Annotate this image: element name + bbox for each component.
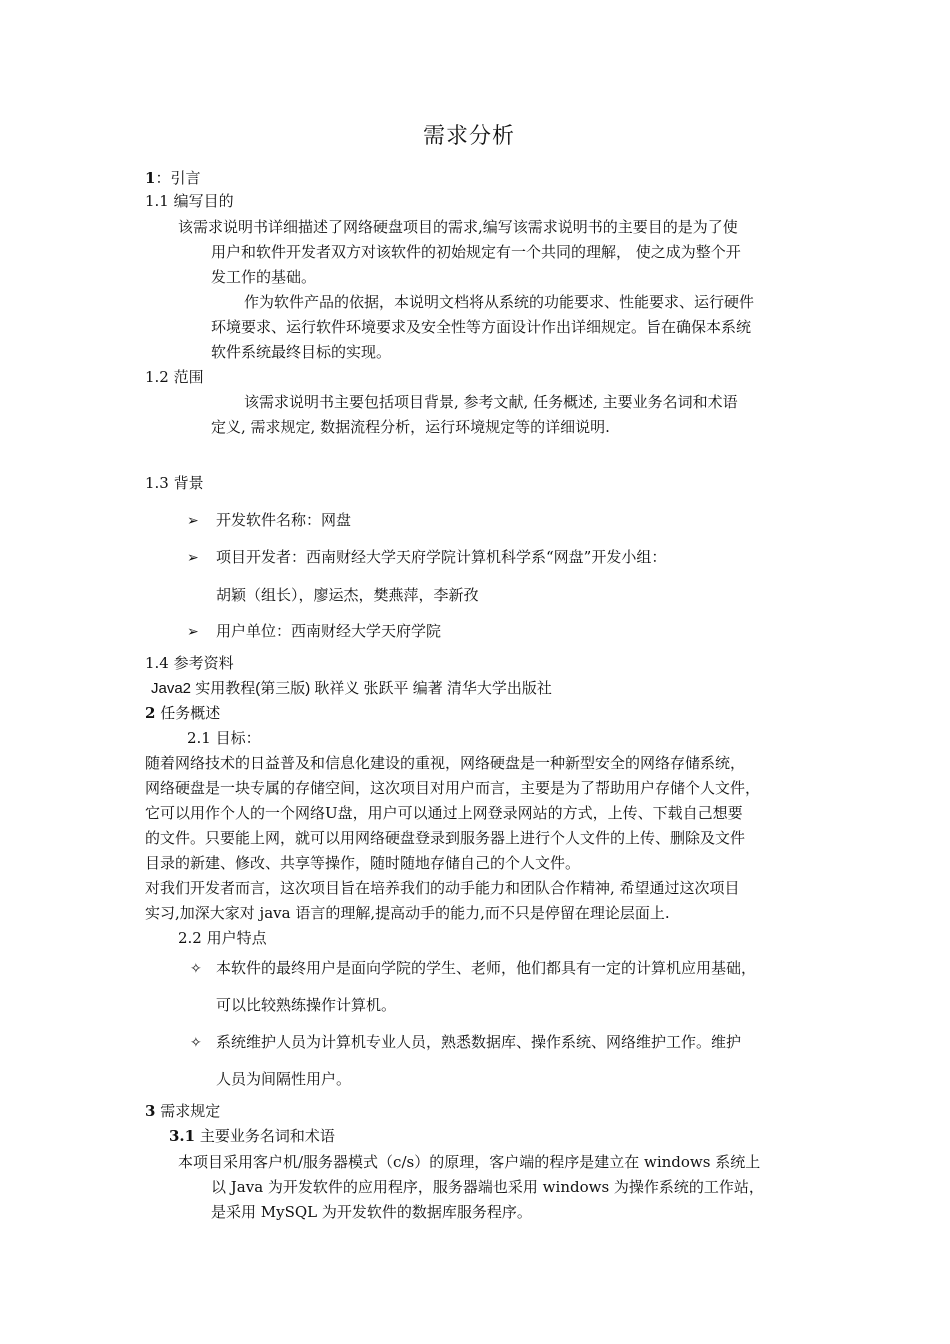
section-3-1-title: 主要业务名词和术语 <box>195 1127 335 1145</box>
section-2-title: 任务概述 <box>155 704 221 722</box>
page-title: 需求分析 <box>423 124 516 149</box>
paragraph-line: 以 Java 为开发软件的应用程序，服务器端也采用 windows 为操作系统的工作站， <box>211 1178 764 1196</box>
reference-entry: Java2 实用教程(第三版) 耿祥义 张跃平 编著 清华大学出版社 <box>151 680 552 697</box>
section-3-heading <box>145 1104 220 1119</box>
paragraph-line: 是采用 MySQL 为开发软件的数据库服务程序。 <box>211 1203 532 1221</box>
section-3-title: 需求规定 <box>155 1102 221 1120</box>
section-3-1-number: 3.1 <box>169 1127 196 1145</box>
paragraph-line: 的文件。只要能上网，就可以用网络硬盘登录到服务器上进行个人文件的上传、删除及文件 <box>145 829 746 847</box>
paragraph-line: 对我们开发者而言，这次项目旨在培养我们的动手能力和团队合作精神, 希望通过这次项目 <box>145 879 740 897</box>
paragraph-line: 作为软件产品的依据，本说明文档将从系统的功能要求、性能要求、运行硬件 <box>244 293 755 311</box>
section-1-3-heading: 1.3 背景 <box>145 474 204 492</box>
section-1-title: ：引言 <box>155 169 201 187</box>
paragraph-line: 实习,加深大家对 java 语言的理解,提高动手的能力,而不只是停留在理论层面上. <box>145 904 670 922</box>
section-2-2-heading: 2.2 用户特点 <box>178 929 267 947</box>
paragraph-line: 本项目采用客户机/服务器模式（c/s）的原理，客户端的程序是建立在 windows 系统上 <box>178 1153 761 1171</box>
arrow-bullet-icon: ➢ <box>187 550 199 566</box>
section-2-number: 2 <box>145 704 156 722</box>
arrow-bullet-icon: ➢ <box>187 513 199 529</box>
paragraph-line: 发工作的基础。 <box>211 268 317 286</box>
section-1-2-heading: 1.2 范围 <box>145 368 204 386</box>
section-2-heading <box>145 706 220 721</box>
diamond-bullet-icon: ✧ <box>190 961 202 977</box>
paragraph-line: 用户和软件开发者双方对该软件的初始规定有一个共同的理解， 使之成为整个开 <box>211 243 741 261</box>
paragraph-line: 目录的新建、修改、共享等操作，随时随地存储自己的个人文件。 <box>145 854 581 872</box>
diamond-bullet-icon: ✧ <box>190 1035 202 1051</box>
section-2-1-heading: 2.1 目标： <box>187 729 261 747</box>
section-3-number: 3 <box>145 1102 156 1120</box>
paragraph-line: 软件系统最终目标的实现。 <box>211 343 392 361</box>
paragraph-line: 环境要求、运行软件环境要求及安全性等方面设计作出详细规定。旨在确保本系统 <box>211 318 752 336</box>
list-item: 开发软件名称：网盘 <box>216 511 352 529</box>
paragraph-line: 该需求说明书详细描述了网络硬盘项目的需求,编写该需求说明书的主要目的是为了使 <box>178 218 738 236</box>
paragraph-line: 定义, 需求规定, 数据流程分析，运行环境规定等的详细说明. <box>211 418 610 436</box>
paragraph-line: 该需求说明书主要包括项目背景, 参考文献, 任务概述, 主要业务名词和术语 <box>244 393 738 411</box>
paragraph-line: 随着网络技术的日益普及和信息化建设的重视，网络硬盘是一种新型安全的网络存储系统， <box>145 754 746 772</box>
list-item: 系统维护人员为计算机专业人员，熟悉数据库、操作系统、网络维护工作。维护 <box>216 1033 742 1051</box>
section-1-1-heading: 1.1 编写目的 <box>145 192 234 210</box>
section-1-4-heading: 1.4 参考资料 <box>145 654 234 672</box>
team-members: 胡颖（组长），廖运杰，樊燕萍，李新孜 <box>216 586 479 604</box>
paragraph-line: 它可以用作个人的一个网络U盘，用户可以通过上网登录网站的方式，上传、下载自己想要 <box>145 804 743 822</box>
arrow-bullet-icon: ➢ <box>187 624 199 640</box>
section-1-number: 1 <box>145 169 156 187</box>
list-item: 用户单位：西南财经大学天府学院 <box>216 622 442 640</box>
list-item: 本软件的最终用户是面向学院的学生、老师，他们都具有一定的计算机应用基础， <box>216 959 757 977</box>
section-3-1-heading <box>169 1129 335 1144</box>
list-item: 项目开发者：西南财经大学天府学院计算机科学系“网盘”开发小组： <box>216 548 667 566</box>
section-1-heading <box>145 171 200 186</box>
list-item-continuation: 可以比较熟练操作计算机。 <box>216 996 397 1014</box>
paragraph-line: 网络硬盘是一块专属的存储空间，这次项目对用户而言，主要是为了帮助用户存储个人文件， <box>145 779 761 797</box>
list-item-continuation: 人员为间隔性用户。 <box>216 1070 352 1088</box>
